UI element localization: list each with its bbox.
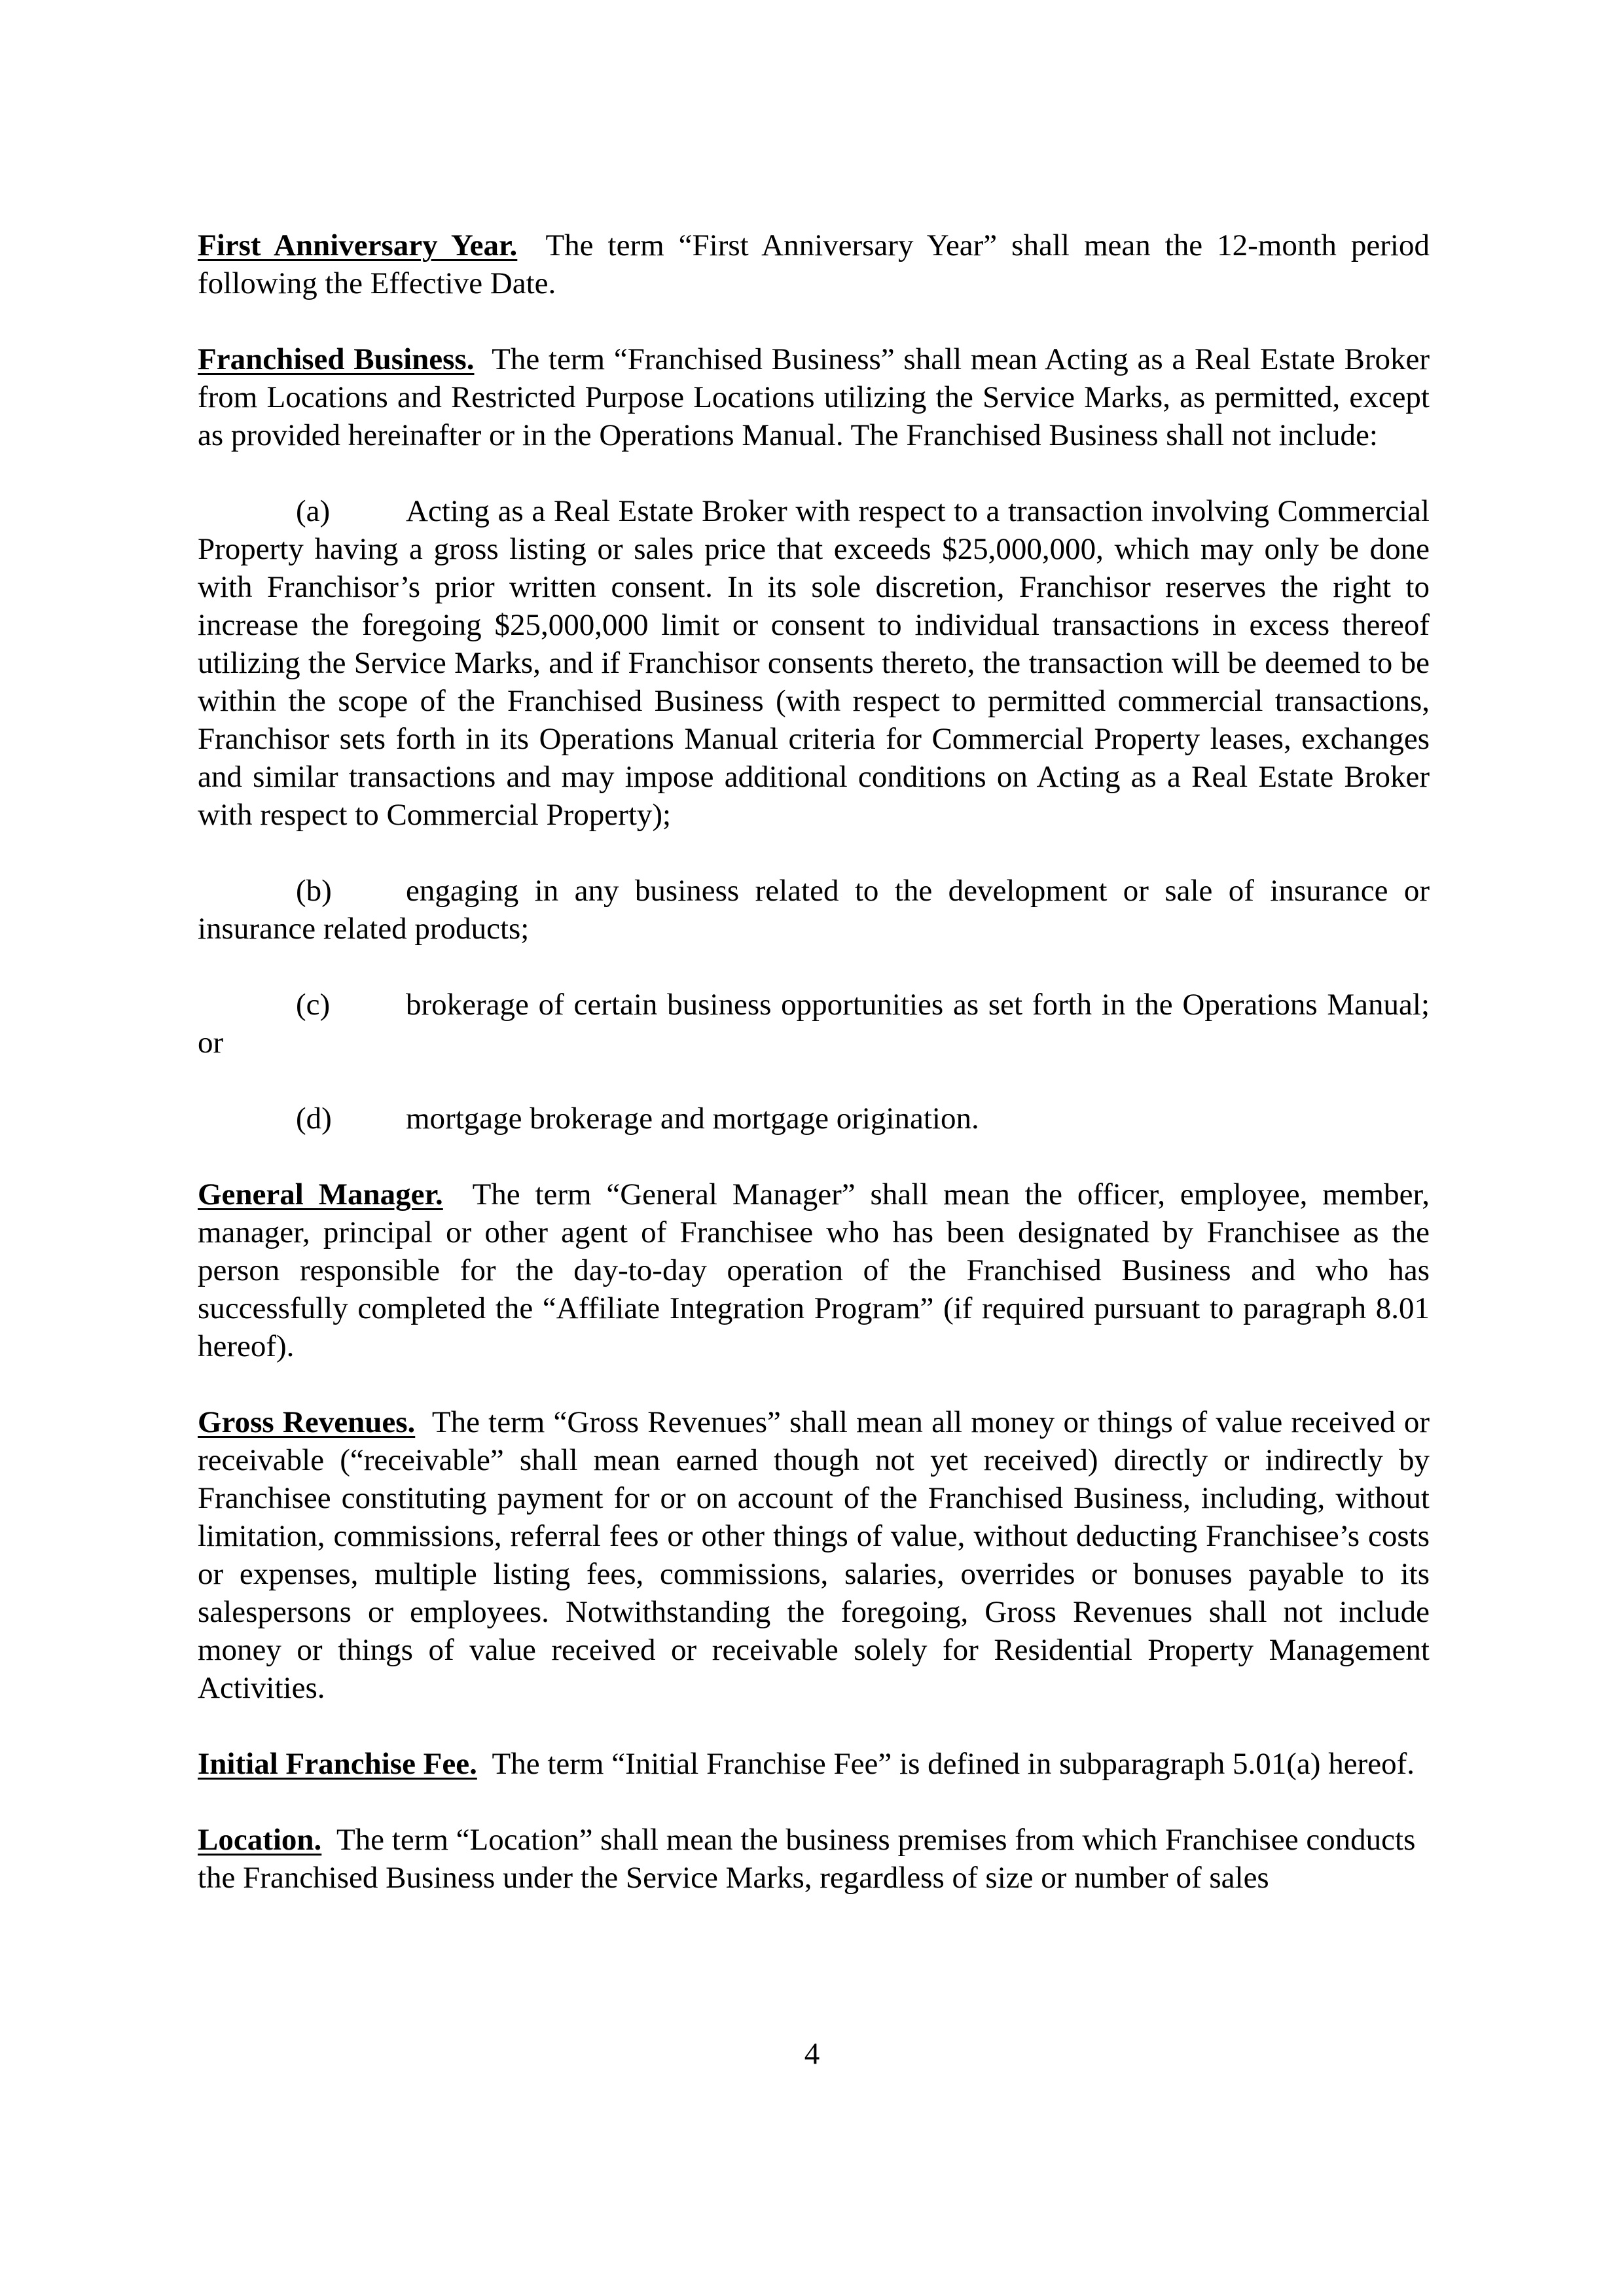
page-body bbox=[198, 226, 1430, 1897]
defined-term: Gross Revenues. bbox=[198, 1405, 416, 1439]
page-number: 4 bbox=[804, 2037, 820, 2071]
definition-location bbox=[198, 1821, 1430, 1897]
definition-text: The term “Initial Franchise Fee” is defined in subparagraph 5.01(a) hereof. bbox=[492, 1747, 1415, 1781]
defined-term: Initial Franchise Fee. bbox=[198, 1747, 477, 1781]
definition-text: The term “Gross Revenues” shall mean all money or things of value received or receivable (“receivable” shall mean earned though not yet received) directly or indirectly by Franchisee constituting payment for or on account of the Franchised Business, including, without limitation, commissions, referral fees or other things of value, without deducting Franchisee’s costs or expenses, multiple listing fees, commissions, salaries, overrides or bonuses payable to its salespersons or employees. Notwithstanding the foregoing, Gross Revenues shall not include money or things of value received or receivable solely for Residential Property Management Activities. bbox=[198, 1405, 1430, 1705]
definition-text: The term “Location” shall mean the business premises from which Franchisee conducts the Franchised Business under the Service Marks, regardless of size or number of sales bbox=[198, 1823, 1416, 1895]
subparagraph-text: Acting as a Real Estate Broker with respect to a transaction involving Commercial Property having a gross listing or sales price that exceeds $25,000,000, which may only be done with Franchisor’s prior written consent. In its sole discretion, Franchisor reserves the right to increase the foregoing $25,000,000 limit or consent to individual transactions in excess thereof utilizing the Service Marks, and if Franchisor consents thereto, the transaction will be deemed to be within the scope of the Franchised Business (with respect to permitted commercial transactions, Franchisor sets forth in its Operations Manual criteria for Commercial Property leases, exchanges and similar transactions and may impose additional conditions on Acting as a Real Estate Broker with respect to Commercial Property); bbox=[198, 494, 1430, 832]
defined-term: Franchised Business. bbox=[198, 342, 475, 376]
subparagraph-text: engaging in any business related to the development or sale of insurance or insurance related products; bbox=[198, 874, 1430, 946]
definition-text: The term “General Manager” shall mean the officer, employee, member, manager, principal or other agent of Franchisee who has been designated by Franchisee as the person responsible for the day-to-day operation of the Franchised Business and who has successfully completed the “Affiliate Integration Program” (if required pursuant to paragraph 8.01 hereof). bbox=[198, 1177, 1430, 1363]
subparagraph-mark: (a) bbox=[296, 494, 331, 528]
subparagraph-text: brokerage of certain business opportunities as set forth in the Operations Manual; or bbox=[198, 988, 1430, 1060]
subparagraph-mark: (c) bbox=[296, 988, 331, 1022]
defined-term: General Manager. bbox=[198, 1177, 443, 1211]
subparagraph-d bbox=[198, 1100, 1430, 1138]
subparagraph-mark: (b) bbox=[296, 874, 332, 908]
defined-term: Location. bbox=[198, 1823, 322, 1857]
definition-initial-franchise-fee bbox=[198, 1745, 1430, 1783]
subparagraph-a bbox=[198, 492, 1430, 834]
defined-term: First Anniversary Year. bbox=[198, 228, 518, 262]
subparagraph-b bbox=[198, 872, 1430, 948]
definition-first-anniversary-year bbox=[198, 226, 1430, 302]
subparagraph-mark: (d) bbox=[296, 1102, 332, 1136]
definition-general-manager bbox=[198, 1175, 1430, 1365]
definition-gross-revenues bbox=[198, 1403, 1430, 1707]
subparagraph-c bbox=[198, 986, 1430, 1062]
definition-text: The term “First Anniversary Year” shall mean the 12-month period following the Effective Date. bbox=[198, 228, 1430, 300]
definition-franchised-business bbox=[198, 340, 1430, 454]
subparagraph-text: mortgage brokerage and mortgage origination. bbox=[406, 1102, 979, 1136]
definition-text: The term “Franchised Business” shall mean Acting as a Real Estate Broker from Locations and Restricted Purpose Locations utilizing the Service Marks, as permitted, except as provided hereinafter or in the Operations Manual. The Franchised Business shall not include: bbox=[198, 342, 1430, 452]
